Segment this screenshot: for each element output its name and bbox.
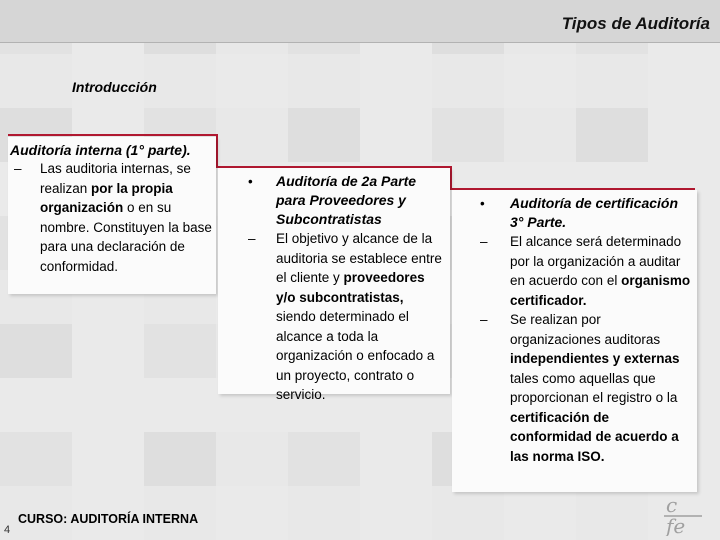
background-tile bbox=[504, 486, 576, 540]
internal-audit-heading: Auditoría interna (1° parte). bbox=[10, 142, 191, 158]
header-divider bbox=[0, 42, 720, 43]
text-emphasis: certificación de conformidad de acuerdo a las norma ISO. bbox=[510, 409, 679, 464]
text-segment: o en su nombre. Constituyen la base para una declaración de conformidad. bbox=[40, 200, 212, 274]
background-tile bbox=[216, 108, 288, 162]
certification-item-2 bbox=[474, 310, 693, 466]
background-tile bbox=[0, 432, 72, 486]
background-tile bbox=[288, 432, 360, 486]
background-tile bbox=[0, 54, 72, 108]
cfe-logo bbox=[660, 494, 706, 536]
connector-line-4 bbox=[450, 166, 452, 190]
background-tile bbox=[216, 486, 288, 540]
text-segment: El objetivo y alcance de la auditoria se establece entre el cliente y bbox=[276, 231, 442, 285]
text-emphasis: por la propia organización bbox=[40, 180, 173, 215]
internal-audit-box bbox=[8, 137, 216, 294]
intro-heading: Introducción bbox=[72, 79, 157, 95]
course-footer: CURSO: AUDITORÍA INTERNA bbox=[18, 512, 199, 526]
dash-bullet: – bbox=[480, 312, 488, 327]
background-tile bbox=[0, 324, 72, 378]
second-party-audit-box bbox=[218, 168, 450, 402]
background-tile bbox=[288, 108, 360, 162]
background-tile bbox=[432, 108, 504, 162]
second-party-heading: Auditoría de 2a Parte para Proveedores y Subcontratistas bbox=[276, 173, 417, 227]
background-tile bbox=[360, 108, 432, 162]
background-tile bbox=[72, 432, 144, 486]
background-tile bbox=[504, 108, 576, 162]
dash-bullet: – bbox=[14, 161, 22, 176]
background-tile bbox=[288, 54, 360, 108]
page-number: 4 bbox=[4, 524, 11, 536]
background-tile bbox=[216, 432, 288, 486]
dash-bullet: – bbox=[248, 231, 256, 246]
text-segment: El alcance será determinado por la organización a auditar en acuerdo con el bbox=[510, 234, 682, 288]
certification-heading-row bbox=[474, 194, 693, 232]
internal-audit-item bbox=[10, 159, 214, 276]
background-tile bbox=[648, 108, 720, 162]
text-emphasis: independientes y externas bbox=[510, 351, 680, 366]
background-tile bbox=[432, 54, 504, 108]
background-tile bbox=[432, 486, 504, 540]
background-tile bbox=[144, 378, 216, 432]
text-segment: tales como aquellas que proporcionan el registro o la bbox=[510, 370, 678, 405]
background-tile bbox=[360, 486, 432, 540]
background-tile bbox=[144, 432, 216, 486]
background-tile bbox=[72, 378, 144, 432]
text-emphasis: proveedores y/o subcontratistas, bbox=[276, 270, 425, 305]
certification-heading: Auditoría de certificación 3° Parte. bbox=[510, 195, 679, 230]
connector-line-2 bbox=[216, 134, 218, 168]
certification-audit-box bbox=[452, 190, 697, 492]
background-tile bbox=[576, 486, 648, 540]
dash-bullet: – bbox=[480, 234, 488, 249]
text-segment: Se realizan por organizaciones auditoras bbox=[510, 312, 661, 347]
background-tile bbox=[576, 108, 648, 162]
background-tile bbox=[72, 324, 144, 378]
background-tile bbox=[360, 432, 432, 486]
svg-text:c: c bbox=[666, 494, 678, 517]
background-tile bbox=[0, 378, 72, 432]
second-party-text bbox=[276, 229, 446, 405]
background-tile bbox=[144, 324, 216, 378]
internal-audit-text bbox=[40, 159, 214, 276]
connector-line-1 bbox=[8, 134, 218, 136]
text-emphasis: organismo certificador. bbox=[510, 273, 691, 308]
second-party-heading-row bbox=[240, 172, 446, 229]
second-party-item bbox=[240, 229, 446, 405]
background-tile bbox=[576, 54, 648, 108]
text-segment: siendo determinado el alcance a toda la organización o enfocado a un proyecto, contrato o servicio. bbox=[276, 309, 435, 402]
text-segment: Las auditoria internas, se realizan bbox=[40, 161, 191, 196]
slide-title: Tipos de Auditoría bbox=[561, 14, 710, 33]
certification-item-1 bbox=[474, 232, 693, 310]
background-tile bbox=[360, 54, 432, 108]
background-tile bbox=[288, 486, 360, 540]
certification-text-1 bbox=[510, 232, 693, 310]
dot-bullet: • bbox=[248, 174, 253, 189]
background-tile bbox=[648, 54, 720, 108]
dot-bullet: • bbox=[480, 196, 485, 211]
svg-text:fe: fe bbox=[666, 514, 686, 536]
cfe-logo-icon bbox=[660, 494, 706, 536]
background-tile bbox=[216, 54, 288, 108]
certification-text-2 bbox=[510, 310, 693, 466]
background-tile bbox=[504, 54, 576, 108]
